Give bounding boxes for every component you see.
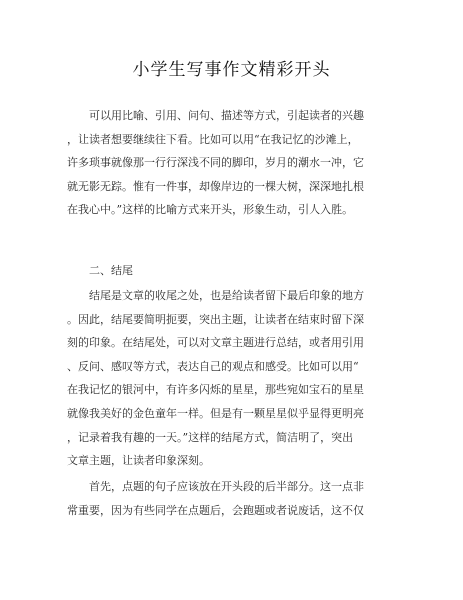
text-line: 在我心中。”这样的比喻方式来开头，形象生动，引人入胜。 [67,203,354,217]
text-line: 文章主题，让读者印象深刻。 [67,454,210,468]
section-heading-text: 二、结尾 [89,264,133,277]
text-line: 、反问、感叹等方式，表达自己的观点和感受。比如可以用“ [67,359,359,373]
text-line: 常重要，因为有些同学在点题后，会跑题或者说废话，这不仅 [67,503,364,517]
text-line: 。因此，结尾要简明扼要，突出主题，让读者在结束时留下深 [67,312,364,326]
section-heading-ending [67,259,403,283]
text-line: 许多琐事就像那一行行深浅不同的脚印，岁月的潮水一冲，它 [67,156,364,170]
paragraph-ending [67,284,403,473]
text-line: ，记录着我有趣的一天。”这样的结尾方式，简洁明了，突出 [67,430,354,444]
text-line: 刻的印象。在结尾处，可以对文章主题进行总结，或者用引用 [67,336,364,350]
text-line: 首先，点题的句子应该放在开头段的后半部分。这一点非 [89,480,364,493]
text-line: 可以用比喻、引用、问句、描述等方式，引起读者的兴趣 [89,109,364,122]
text-line: 就像我美好的金色童年一样。但是有一颗星星似乎显得更明亮 [67,406,364,420]
paragraph-topic-sentence [67,475,403,522]
paragraph-opening-methods [67,104,403,222]
text-line: 就无影无踪。惟有一件事，却像岸边的一棵大树，深深地扎根 [67,179,364,193]
text-line: 结尾是文章的收尾之处，也是给读者留下最后印象的地方 [89,289,364,302]
text-line: ，让读者想要继续往下看。比如可以用“在我记忆的沙滩上， [67,132,359,146]
text-line: 在我记忆的银河中，有许多闪烁的星星，那些宛如宝石的星星 [67,383,364,397]
document-title: 小学生写事作文精彩开头 [132,60,331,80]
